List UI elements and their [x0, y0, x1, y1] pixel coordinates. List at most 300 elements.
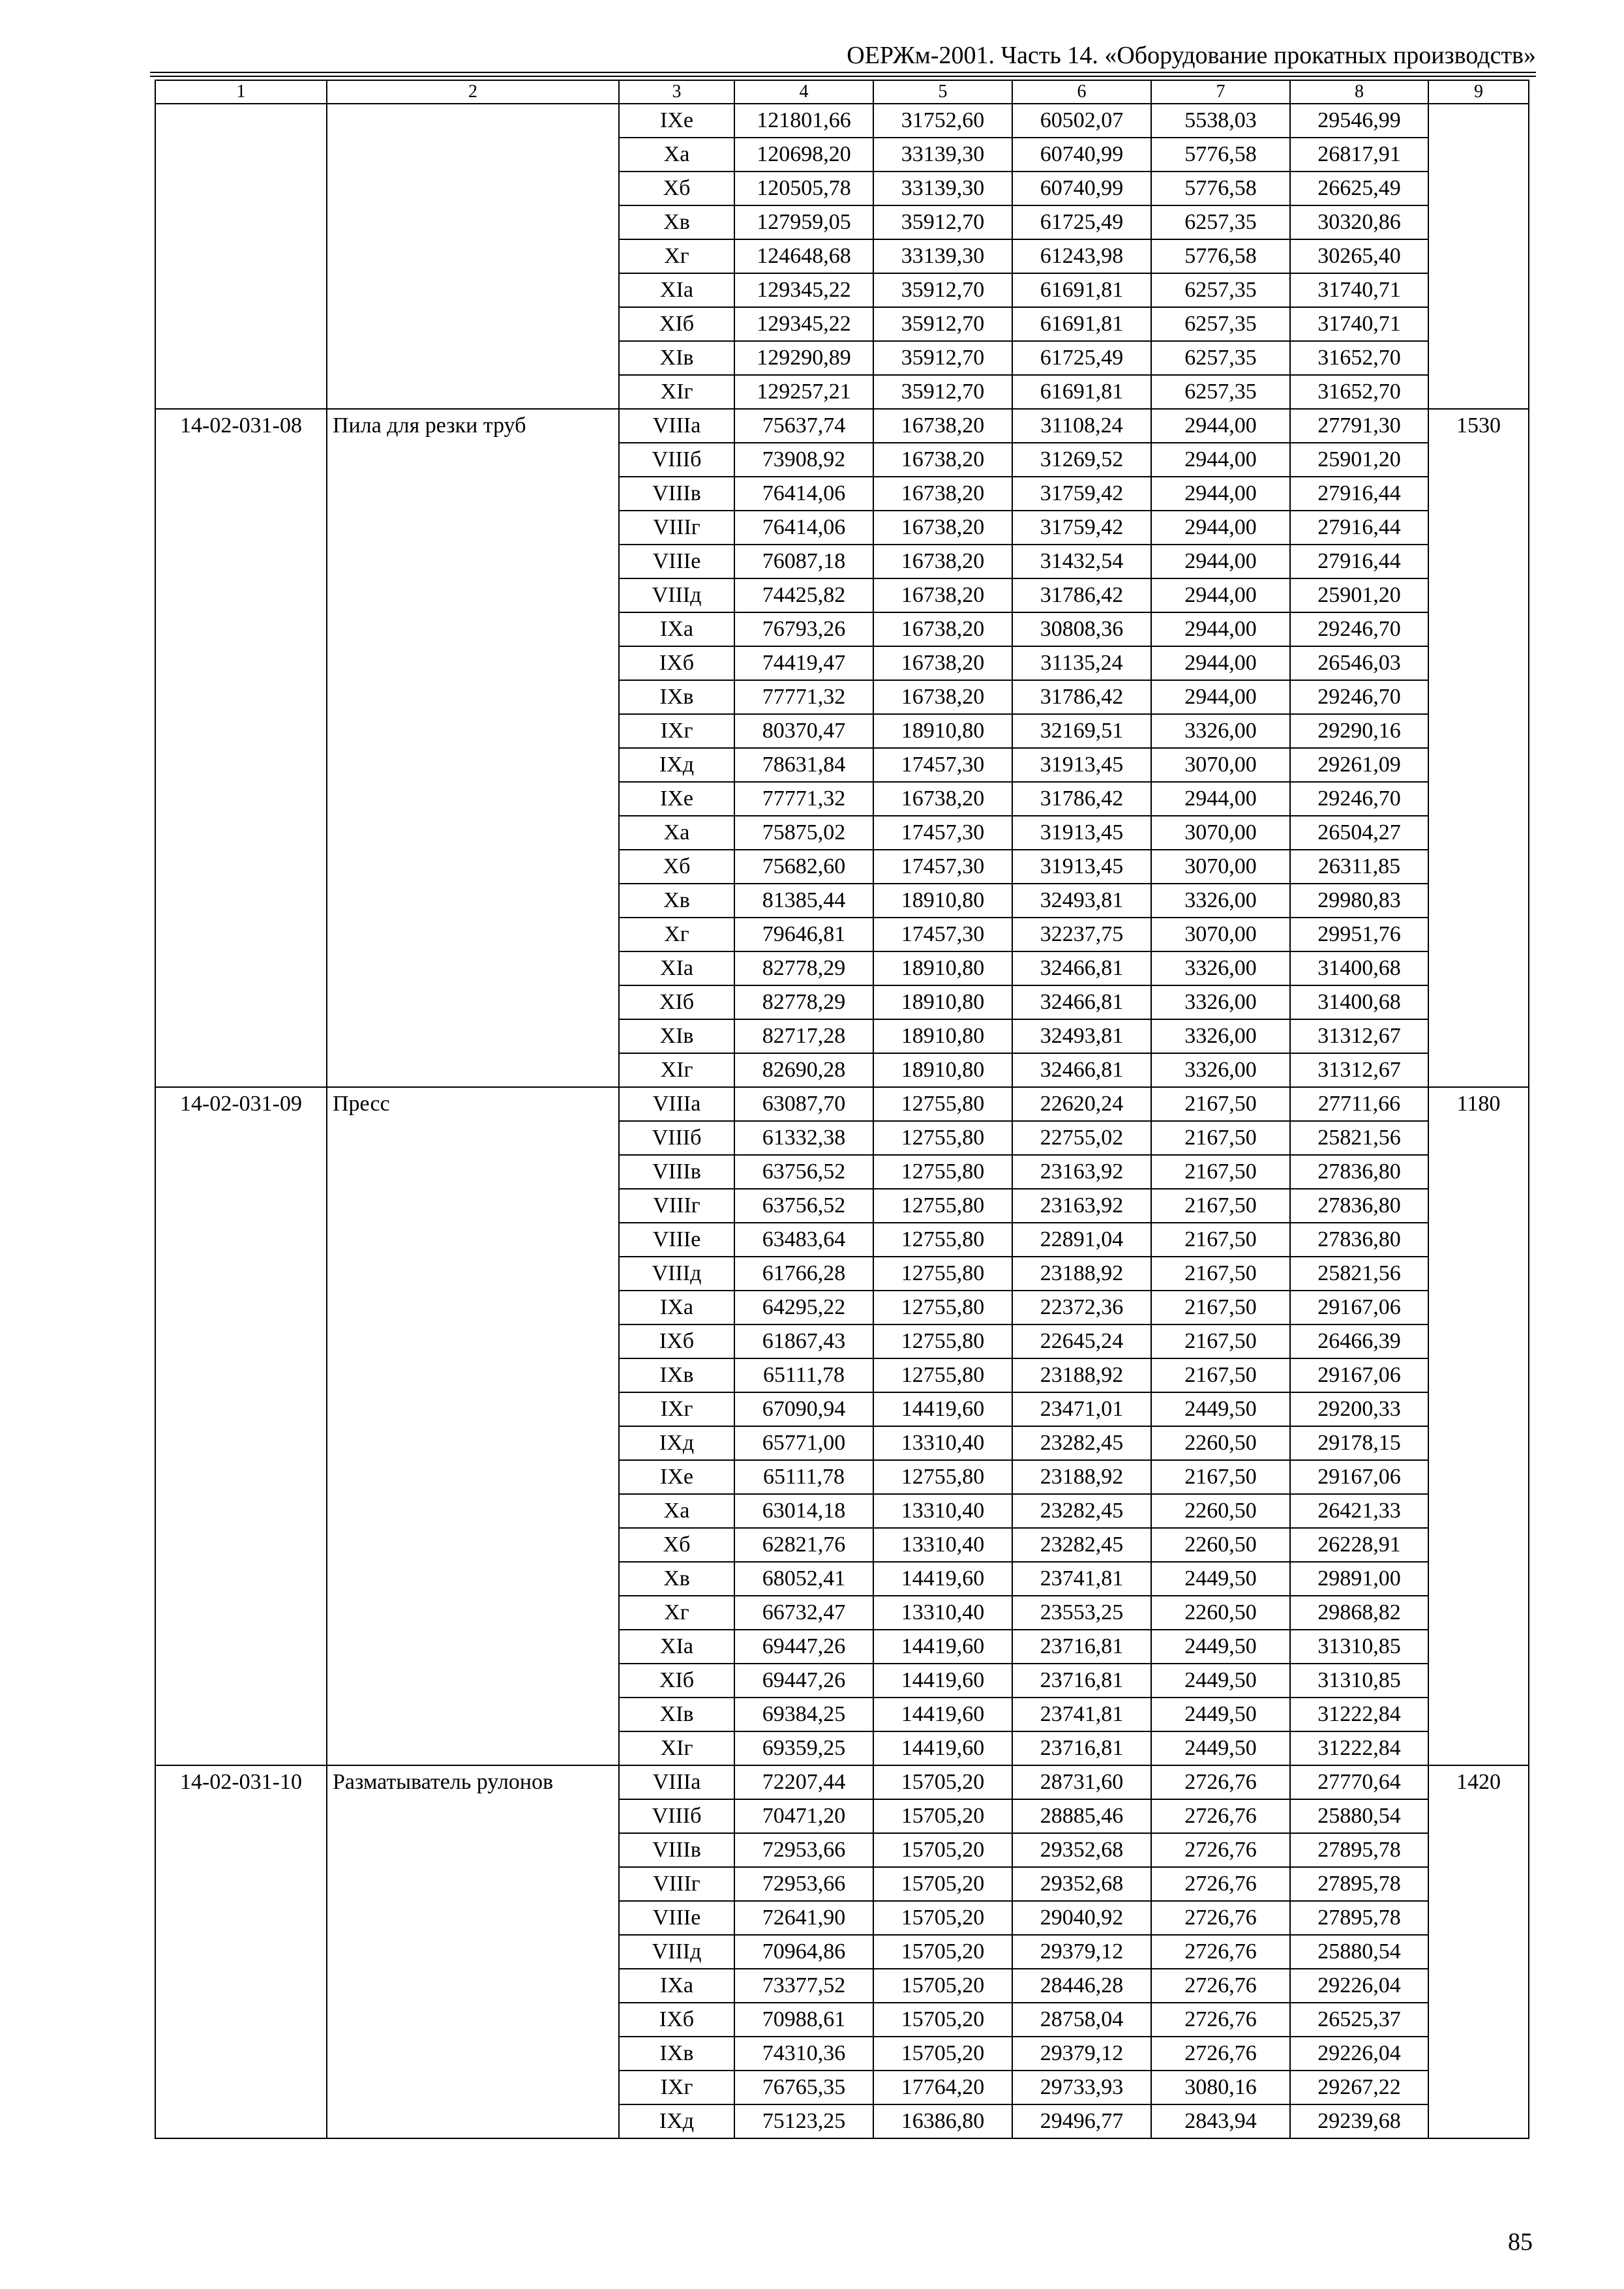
value-cell: 29226,04: [1290, 1969, 1428, 2003]
value-cell: 5776,58: [1151, 138, 1290, 172]
value-cell: 22891,04: [1012, 1223, 1151, 1257]
value-cell: 31222,84: [1290, 1731, 1428, 1765]
column-9-value: [1428, 104, 1529, 409]
value-cell: 23188,92: [1012, 1358, 1151, 1392]
value-cell: 16738,20: [873, 646, 1012, 680]
region-code-cell: VIIIд: [619, 1935, 734, 1969]
value-cell: 2726,76: [1151, 1765, 1290, 1799]
value-cell: 27895,78: [1290, 1867, 1428, 1901]
value-cell: 76414,06: [734, 477, 873, 511]
value-cell: 31310,85: [1290, 1630, 1428, 1664]
value-cell: 72953,66: [734, 1867, 873, 1901]
column-number: 8: [1290, 80, 1428, 104]
value-cell: 32169,51: [1012, 714, 1151, 748]
value-cell: 69447,26: [734, 1630, 873, 1664]
value-cell: 18910,80: [873, 884, 1012, 918]
region-code-cell: VIIIг: [619, 1867, 734, 1901]
value-cell: 127959,05: [734, 205, 873, 239]
value-cell: 31310,85: [1290, 1664, 1428, 1698]
value-cell: 29980,83: [1290, 884, 1428, 918]
value-cell: 23163,92: [1012, 1189, 1151, 1223]
table-row: [155, 1087, 1529, 1121]
value-cell: 35912,70: [873, 205, 1012, 239]
value-cell: 63756,52: [734, 1155, 873, 1189]
value-cell: 23282,45: [1012, 1494, 1151, 1528]
value-cell: 17457,30: [873, 748, 1012, 782]
value-cell: 16738,20: [873, 680, 1012, 714]
value-cell: 23716,81: [1012, 1731, 1151, 1765]
item-name: Пила для резки труб: [327, 409, 619, 1087]
value-cell: 63087,70: [734, 1087, 873, 1121]
value-cell: 17457,30: [873, 918, 1012, 951]
value-cell: 80370,47: [734, 714, 873, 748]
value-cell: 15705,20: [873, 1833, 1012, 1867]
value-cell: 65111,78: [734, 1358, 873, 1392]
value-cell: 3070,00: [1151, 850, 1290, 884]
value-cell: 31432,54: [1012, 545, 1151, 578]
value-cell: 63756,52: [734, 1189, 873, 1223]
item-name: Разматыватель рулонов: [327, 1765, 619, 2138]
value-cell: 29733,93: [1012, 2071, 1151, 2104]
value-cell: 70988,61: [734, 2003, 873, 2037]
value-cell: 2726,76: [1151, 2037, 1290, 2071]
value-cell: 28446,28: [1012, 1969, 1151, 2003]
value-cell: 2726,76: [1151, 1969, 1290, 2003]
region-code-cell: IXа: [619, 1291, 734, 1324]
value-cell: 63483,64: [734, 1223, 873, 1257]
value-cell: 31222,84: [1290, 1698, 1428, 1731]
value-cell: 17457,30: [873, 850, 1012, 884]
value-cell: 29226,04: [1290, 2037, 1428, 2071]
region-code-cell: VIIIв: [619, 1155, 734, 1189]
value-cell: 3070,00: [1151, 748, 1290, 782]
value-cell: 6257,35: [1151, 307, 1290, 341]
value-cell: 61691,81: [1012, 273, 1151, 307]
value-cell: 61725,49: [1012, 205, 1151, 239]
header-rule-second: [150, 76, 1536, 77]
value-cell: 31740,71: [1290, 307, 1428, 341]
region-code-cell: VIIIв: [619, 477, 734, 511]
region-code-cell: IXб: [619, 2003, 734, 2037]
running-header: ОЕРЖм-2001. Часть 14. «Оборудование прокатных производств»: [847, 42, 1536, 69]
value-cell: 31786,42: [1012, 782, 1151, 816]
value-cell: 31913,45: [1012, 850, 1151, 884]
value-cell: 74425,82: [734, 578, 873, 612]
value-cell: 13310,40: [873, 1528, 1012, 1562]
value-cell: 25880,54: [1290, 1935, 1428, 1969]
value-cell: 2449,50: [1151, 1392, 1290, 1426]
region-code-cell: Xг: [619, 239, 734, 273]
value-cell: 26311,85: [1290, 850, 1428, 884]
value-cell: 2167,50: [1151, 1121, 1290, 1155]
region-code-cell: XIг: [619, 1731, 734, 1765]
region-code-cell: VIIIб: [619, 443, 734, 477]
value-cell: 72641,90: [734, 1901, 873, 1935]
table-row: [155, 1765, 1529, 1799]
value-cell: 12755,80: [873, 1460, 1012, 1494]
value-cell: 16738,20: [873, 578, 1012, 612]
region-code-cell: IXг: [619, 1392, 734, 1426]
value-cell: 29040,92: [1012, 1901, 1151, 1935]
value-cell: 31759,42: [1012, 477, 1151, 511]
value-cell: 12755,80: [873, 1257, 1012, 1291]
value-cell: 2449,50: [1151, 1562, 1290, 1596]
value-cell: 75637,74: [734, 409, 873, 443]
value-cell: 2449,50: [1151, 1630, 1290, 1664]
value-cell: 16738,20: [873, 612, 1012, 646]
value-cell: 12755,80: [873, 1087, 1012, 1121]
value-cell: 26625,49: [1290, 172, 1428, 205]
value-cell: 65111,78: [734, 1460, 873, 1494]
value-cell: 72207,44: [734, 1765, 873, 1799]
value-cell: 27916,44: [1290, 511, 1428, 545]
value-cell: 2167,50: [1151, 1358, 1290, 1392]
value-cell: 13310,40: [873, 1494, 1012, 1528]
value-cell: 3326,00: [1151, 1053, 1290, 1087]
value-cell: 25901,20: [1290, 578, 1428, 612]
value-cell: 35912,70: [873, 273, 1012, 307]
region-code-cell: VIIIд: [619, 578, 734, 612]
value-cell: 23282,45: [1012, 1426, 1151, 1460]
value-cell: 2260,50: [1151, 1494, 1290, 1528]
value-cell: 82717,28: [734, 1019, 873, 1053]
value-cell: 120698,20: [734, 138, 873, 172]
value-cell: 3326,00: [1151, 951, 1290, 985]
item-name: Пресс: [327, 1087, 619, 1765]
value-cell: 29200,33: [1290, 1392, 1428, 1426]
value-cell: 23716,81: [1012, 1664, 1151, 1698]
region-code-cell: IXд: [619, 1426, 734, 1460]
value-cell: 30265,40: [1290, 239, 1428, 273]
value-cell: 2843,94: [1151, 2104, 1290, 2138]
region-code-cell: IXа: [619, 1969, 734, 2003]
value-cell: 28758,04: [1012, 2003, 1151, 2037]
value-cell: 18910,80: [873, 1019, 1012, 1053]
value-cell: 13310,40: [873, 1596, 1012, 1630]
column-number: 6: [1012, 80, 1151, 104]
value-cell: 61766,28: [734, 1257, 873, 1291]
region-code-cell: Xв: [619, 884, 734, 918]
item-code: 14-02-031-10: [155, 1765, 327, 2138]
region-code-cell: Xг: [619, 918, 734, 951]
region-code-cell: XIа: [619, 273, 734, 307]
value-cell: 26228,91: [1290, 1528, 1428, 1562]
value-cell: 129345,22: [734, 307, 873, 341]
region-code-cell: VIIIд: [619, 1257, 734, 1291]
value-cell: 2726,76: [1151, 1901, 1290, 1935]
region-code-cell: Xв: [619, 205, 734, 239]
value-cell: 76765,35: [734, 2071, 873, 2104]
value-cell: 14419,60: [873, 1392, 1012, 1426]
value-cell: 14419,60: [873, 1731, 1012, 1765]
value-cell: 31913,45: [1012, 748, 1151, 782]
value-cell: 26817,91: [1290, 138, 1428, 172]
region-code-cell: XIв: [619, 1698, 734, 1731]
value-cell: 14419,60: [873, 1664, 1012, 1698]
value-cell: 67090,94: [734, 1392, 873, 1426]
value-cell: 29178,15: [1290, 1426, 1428, 1460]
value-cell: 121801,66: [734, 104, 873, 138]
value-cell: 2167,50: [1151, 1291, 1290, 1324]
value-cell: 2944,00: [1151, 545, 1290, 578]
value-cell: 23741,81: [1012, 1562, 1151, 1596]
value-cell: 79646,81: [734, 918, 873, 951]
value-cell: 60740,99: [1012, 138, 1151, 172]
value-cell: 2167,50: [1151, 1087, 1290, 1121]
value-cell: 2944,00: [1151, 646, 1290, 680]
value-cell: 23716,81: [1012, 1630, 1151, 1664]
region-code-cell: IXв: [619, 680, 734, 714]
value-cell: 15705,20: [873, 2037, 1012, 2071]
value-cell: 2726,76: [1151, 1935, 1290, 1969]
column-number: 1: [155, 80, 327, 104]
header-rule: [150, 72, 1536, 73]
value-cell: 2167,50: [1151, 1257, 1290, 1291]
region-code-cell: XIб: [619, 307, 734, 341]
value-cell: 69384,25: [734, 1698, 873, 1731]
value-cell: 29167,06: [1290, 1291, 1428, 1324]
value-cell: 29379,12: [1012, 1935, 1151, 1969]
value-cell: 12755,80: [873, 1223, 1012, 1257]
region-code-cell: Xг: [619, 1596, 734, 1630]
value-cell: 29167,06: [1290, 1358, 1428, 1392]
value-cell: 15705,20: [873, 1867, 1012, 1901]
value-cell: 29290,16: [1290, 714, 1428, 748]
value-cell: 129290,89: [734, 341, 873, 375]
value-cell: 18910,80: [873, 985, 1012, 1019]
value-cell: 12755,80: [873, 1291, 1012, 1324]
region-code-cell: Xа: [619, 1494, 734, 1528]
value-cell: 2167,50: [1151, 1189, 1290, 1223]
value-cell: 61332,38: [734, 1121, 873, 1155]
value-cell: 22372,36: [1012, 1291, 1151, 1324]
value-cell: 129257,21: [734, 375, 873, 409]
value-cell: 15705,20: [873, 1935, 1012, 1969]
value-cell: 15705,20: [873, 1765, 1012, 1799]
value-cell: 15705,20: [873, 1799, 1012, 1833]
value-cell: 27770,64: [1290, 1765, 1428, 1799]
value-cell: 29352,68: [1012, 1833, 1151, 1867]
rates-table: [155, 80, 1529, 2139]
column-9-value: 1420: [1428, 1765, 1529, 2138]
value-cell: 29239,68: [1290, 2104, 1428, 2138]
value-cell: 2726,76: [1151, 1867, 1290, 1901]
value-cell: 23163,92: [1012, 1155, 1151, 1189]
value-cell: 6257,35: [1151, 341, 1290, 375]
region-code-cell: XIв: [619, 341, 734, 375]
value-cell: 13310,40: [873, 1426, 1012, 1460]
item-code: [155, 104, 327, 409]
value-cell: 129345,22: [734, 273, 873, 307]
value-cell: 16738,20: [873, 409, 1012, 443]
value-cell: 31652,70: [1290, 341, 1428, 375]
value-cell: 31312,67: [1290, 1019, 1428, 1053]
value-cell: 23282,45: [1012, 1528, 1151, 1562]
region-code-cell: VIIIе: [619, 1901, 734, 1935]
value-cell: 124648,68: [734, 239, 873, 273]
region-code-cell: Xб: [619, 1528, 734, 1562]
value-cell: 2944,00: [1151, 443, 1290, 477]
value-cell: 2944,00: [1151, 511, 1290, 545]
value-cell: 76414,06: [734, 511, 873, 545]
value-cell: 2944,00: [1151, 578, 1290, 612]
value-cell: 2260,50: [1151, 1426, 1290, 1460]
value-cell: 76087,18: [734, 545, 873, 578]
value-cell: 72953,66: [734, 1833, 873, 1867]
column-number: 5: [873, 80, 1012, 104]
value-cell: 25821,56: [1290, 1121, 1428, 1155]
value-cell: 31312,67: [1290, 1053, 1428, 1087]
value-cell: 3326,00: [1151, 714, 1290, 748]
region-code-cell: IXг: [619, 2071, 734, 2104]
value-cell: 12755,80: [873, 1155, 1012, 1189]
value-cell: 35912,70: [873, 375, 1012, 409]
value-cell: 77771,32: [734, 680, 873, 714]
value-cell: 14419,60: [873, 1630, 1012, 1664]
region-code-cell: VIIIв: [619, 1833, 734, 1867]
region-code-cell: IXв: [619, 1358, 734, 1392]
value-cell: 60740,99: [1012, 172, 1151, 205]
value-cell: 2944,00: [1151, 782, 1290, 816]
value-cell: 31652,70: [1290, 375, 1428, 409]
value-cell: 73908,92: [734, 443, 873, 477]
value-cell: 61691,81: [1012, 307, 1151, 341]
value-cell: 25880,54: [1290, 1799, 1428, 1833]
region-code-cell: IXа: [619, 612, 734, 646]
value-cell: 3070,00: [1151, 918, 1290, 951]
value-cell: 62821,76: [734, 1528, 873, 1562]
value-cell: 31740,71: [1290, 273, 1428, 307]
value-cell: 5776,58: [1151, 172, 1290, 205]
value-cell: 29352,68: [1012, 1867, 1151, 1901]
item-code: 14-02-031-08: [155, 409, 327, 1087]
value-cell: 2944,00: [1151, 680, 1290, 714]
value-cell: 33139,30: [873, 138, 1012, 172]
region-code-cell: IXд: [619, 2104, 734, 2138]
value-cell: 27836,80: [1290, 1189, 1428, 1223]
value-cell: 25901,20: [1290, 443, 1428, 477]
value-cell: 2944,00: [1151, 612, 1290, 646]
column-number: 2: [327, 80, 619, 104]
region-code-cell: XIа: [619, 951, 734, 985]
value-cell: 14419,60: [873, 1698, 1012, 1731]
value-cell: 75123,25: [734, 2104, 873, 2138]
region-code-cell: IXг: [619, 714, 734, 748]
value-cell: 26546,03: [1290, 646, 1428, 680]
table-row: [155, 409, 1529, 443]
value-cell: 35912,70: [873, 307, 1012, 341]
value-cell: 23741,81: [1012, 1698, 1151, 1731]
value-cell: 3080,16: [1151, 2071, 1290, 2104]
value-cell: 82778,29: [734, 951, 873, 985]
region-code-cell: VIIIг: [619, 1189, 734, 1223]
value-cell: 17764,20: [873, 2071, 1012, 2104]
column-number: 9: [1428, 80, 1529, 104]
value-cell: 33139,30: [873, 239, 1012, 273]
region-code-cell: XIг: [619, 1053, 734, 1087]
value-cell: 23553,25: [1012, 1596, 1151, 1630]
value-cell: 2449,50: [1151, 1664, 1290, 1698]
item-code: 14-02-031-09: [155, 1087, 327, 1765]
value-cell: 2726,76: [1151, 2003, 1290, 2037]
value-cell: 23188,92: [1012, 1460, 1151, 1494]
value-cell: 29951,76: [1290, 918, 1428, 951]
value-cell: 27916,44: [1290, 477, 1428, 511]
value-cell: 26525,37: [1290, 2003, 1428, 2037]
value-cell: 23188,92: [1012, 1257, 1151, 1291]
value-cell: 28885,46: [1012, 1799, 1151, 1833]
value-cell: 61867,43: [734, 1324, 873, 1358]
value-cell: 31108,24: [1012, 409, 1151, 443]
value-cell: 66732,47: [734, 1596, 873, 1630]
value-cell: 27836,80: [1290, 1155, 1428, 1189]
value-cell: 77771,32: [734, 782, 873, 816]
value-cell: 3326,00: [1151, 1019, 1290, 1053]
column-number: 3: [619, 80, 734, 104]
value-cell: 28731,60: [1012, 1765, 1151, 1799]
region-code-cell: VIIIб: [619, 1799, 734, 1833]
region-code-cell: XIб: [619, 985, 734, 1019]
column-number-row: [155, 80, 1529, 104]
value-cell: 63014,18: [734, 1494, 873, 1528]
value-cell: 61725,49: [1012, 341, 1151, 375]
value-cell: 32466,81: [1012, 1053, 1151, 1087]
region-code-cell: VIIIе: [619, 1223, 734, 1257]
region-code-cell: XIг: [619, 375, 734, 409]
value-cell: 12755,80: [873, 1189, 1012, 1223]
value-cell: 31400,68: [1290, 951, 1428, 985]
value-cell: 32237,75: [1012, 918, 1151, 951]
value-cell: 2944,00: [1151, 477, 1290, 511]
value-cell: 31759,42: [1012, 511, 1151, 545]
region-code-cell: IXд: [619, 748, 734, 782]
value-cell: 27895,78: [1290, 1833, 1428, 1867]
value-cell: 32466,81: [1012, 951, 1151, 985]
value-cell: 18910,80: [873, 1053, 1012, 1087]
value-cell: 69447,26: [734, 1664, 873, 1698]
region-code-cell: IXе: [619, 782, 734, 816]
value-cell: 61691,81: [1012, 375, 1151, 409]
value-cell: 30320,86: [1290, 205, 1428, 239]
value-cell: 31786,42: [1012, 578, 1151, 612]
value-cell: 29496,77: [1012, 2104, 1151, 2138]
value-cell: 69359,25: [734, 1731, 873, 1765]
value-cell: 31400,68: [1290, 985, 1428, 1019]
value-cell: 14419,60: [873, 1562, 1012, 1596]
value-cell: 26421,33: [1290, 1494, 1428, 1528]
table-body: [155, 80, 1529, 2138]
value-cell: 31135,24: [1012, 646, 1151, 680]
value-cell: 33139,30: [873, 172, 1012, 205]
value-cell: 3326,00: [1151, 884, 1290, 918]
region-code-cell: VIIIг: [619, 511, 734, 545]
value-cell: 31786,42: [1012, 680, 1151, 714]
region-code-cell: IXе: [619, 104, 734, 138]
value-cell: 70964,86: [734, 1935, 873, 1969]
value-cell: 73377,52: [734, 1969, 873, 2003]
value-cell: 2167,50: [1151, 1223, 1290, 1257]
value-cell: 64295,22: [734, 1291, 873, 1324]
value-cell: 2167,50: [1151, 1324, 1290, 1358]
value-cell: 29379,12: [1012, 2037, 1151, 2071]
value-cell: 70471,20: [734, 1799, 873, 1833]
value-cell: 29267,22: [1290, 2071, 1428, 2104]
region-code-cell: Xб: [619, 172, 734, 205]
region-code-cell: VIIIб: [619, 1121, 734, 1155]
value-cell: 74419,47: [734, 646, 873, 680]
value-cell: 23471,01: [1012, 1392, 1151, 1426]
value-cell: 3070,00: [1151, 816, 1290, 850]
